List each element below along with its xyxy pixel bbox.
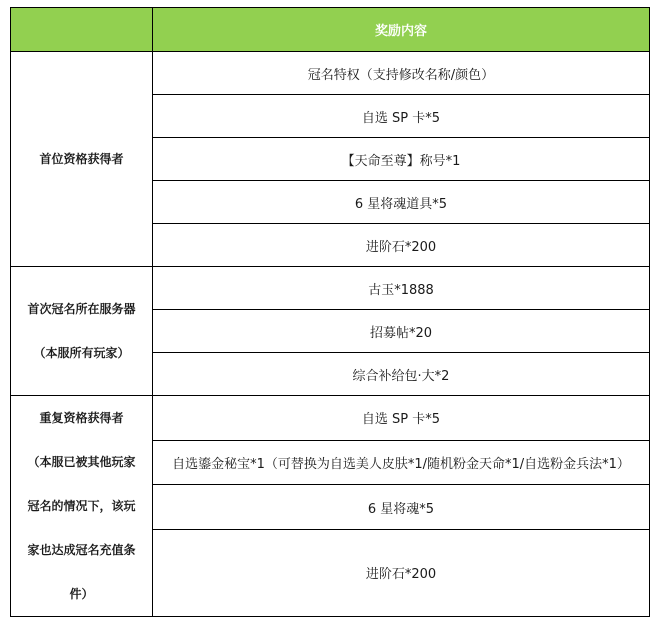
table-row	[11, 52, 650, 95]
group-label-line: 重复资格获得者	[39, 411, 124, 425]
group-label-line: （本服所有玩家）	[33, 346, 130, 360]
reward-item: 6 星将魂道具*5	[153, 181, 650, 224]
reward-item: 进阶石*200	[153, 224, 650, 267]
group-label-line: 冠名的情况下，该玩	[27, 499, 136, 513]
group-label-line: 首位资格获得者	[39, 152, 124, 166]
group-label-first-winner	[11, 52, 153, 267]
reward-item: 自选鎏金秘宝*1（可替换为自选美人皮肤*1/随机粉金天命*1/自选粉金兵法*1）	[153, 440, 650, 485]
reward-item: 6 星将魂*5	[153, 485, 650, 530]
table-row	[11, 267, 650, 310]
group-label-line: 首次冠名所在服务器	[27, 302, 136, 316]
reward-item: 招募帖*20	[153, 310, 650, 353]
reward-item: 进阶石*200	[153, 529, 650, 616]
header-cell-blank	[11, 8, 153, 52]
group-label-line: 家也达成冠名充值条	[27, 543, 136, 557]
reward-item: 自选 SP 卡*5	[153, 396, 650, 441]
reward-item: 冠名特权（支持修改名称/颜色）	[153, 52, 650, 95]
reward-item: 综合补给包·大*2	[153, 353, 650, 396]
group-label-line: （本服已被其他玩家	[27, 455, 136, 469]
header-cell-reward-content: 奖励内容	[153, 8, 650, 52]
table-row	[11, 396, 650, 441]
reward-table	[10, 7, 650, 617]
reward-item: 古玉*1888	[153, 267, 650, 310]
reward-item: 自选 SP 卡*5	[153, 95, 650, 138]
header-row	[11, 8, 650, 52]
reward-item: 【天命至尊】称号*1	[153, 138, 650, 181]
group-label-repeat-winner	[11, 396, 153, 617]
group-label-line: 件）	[69, 587, 94, 601]
group-label-first-server	[11, 267, 153, 396]
